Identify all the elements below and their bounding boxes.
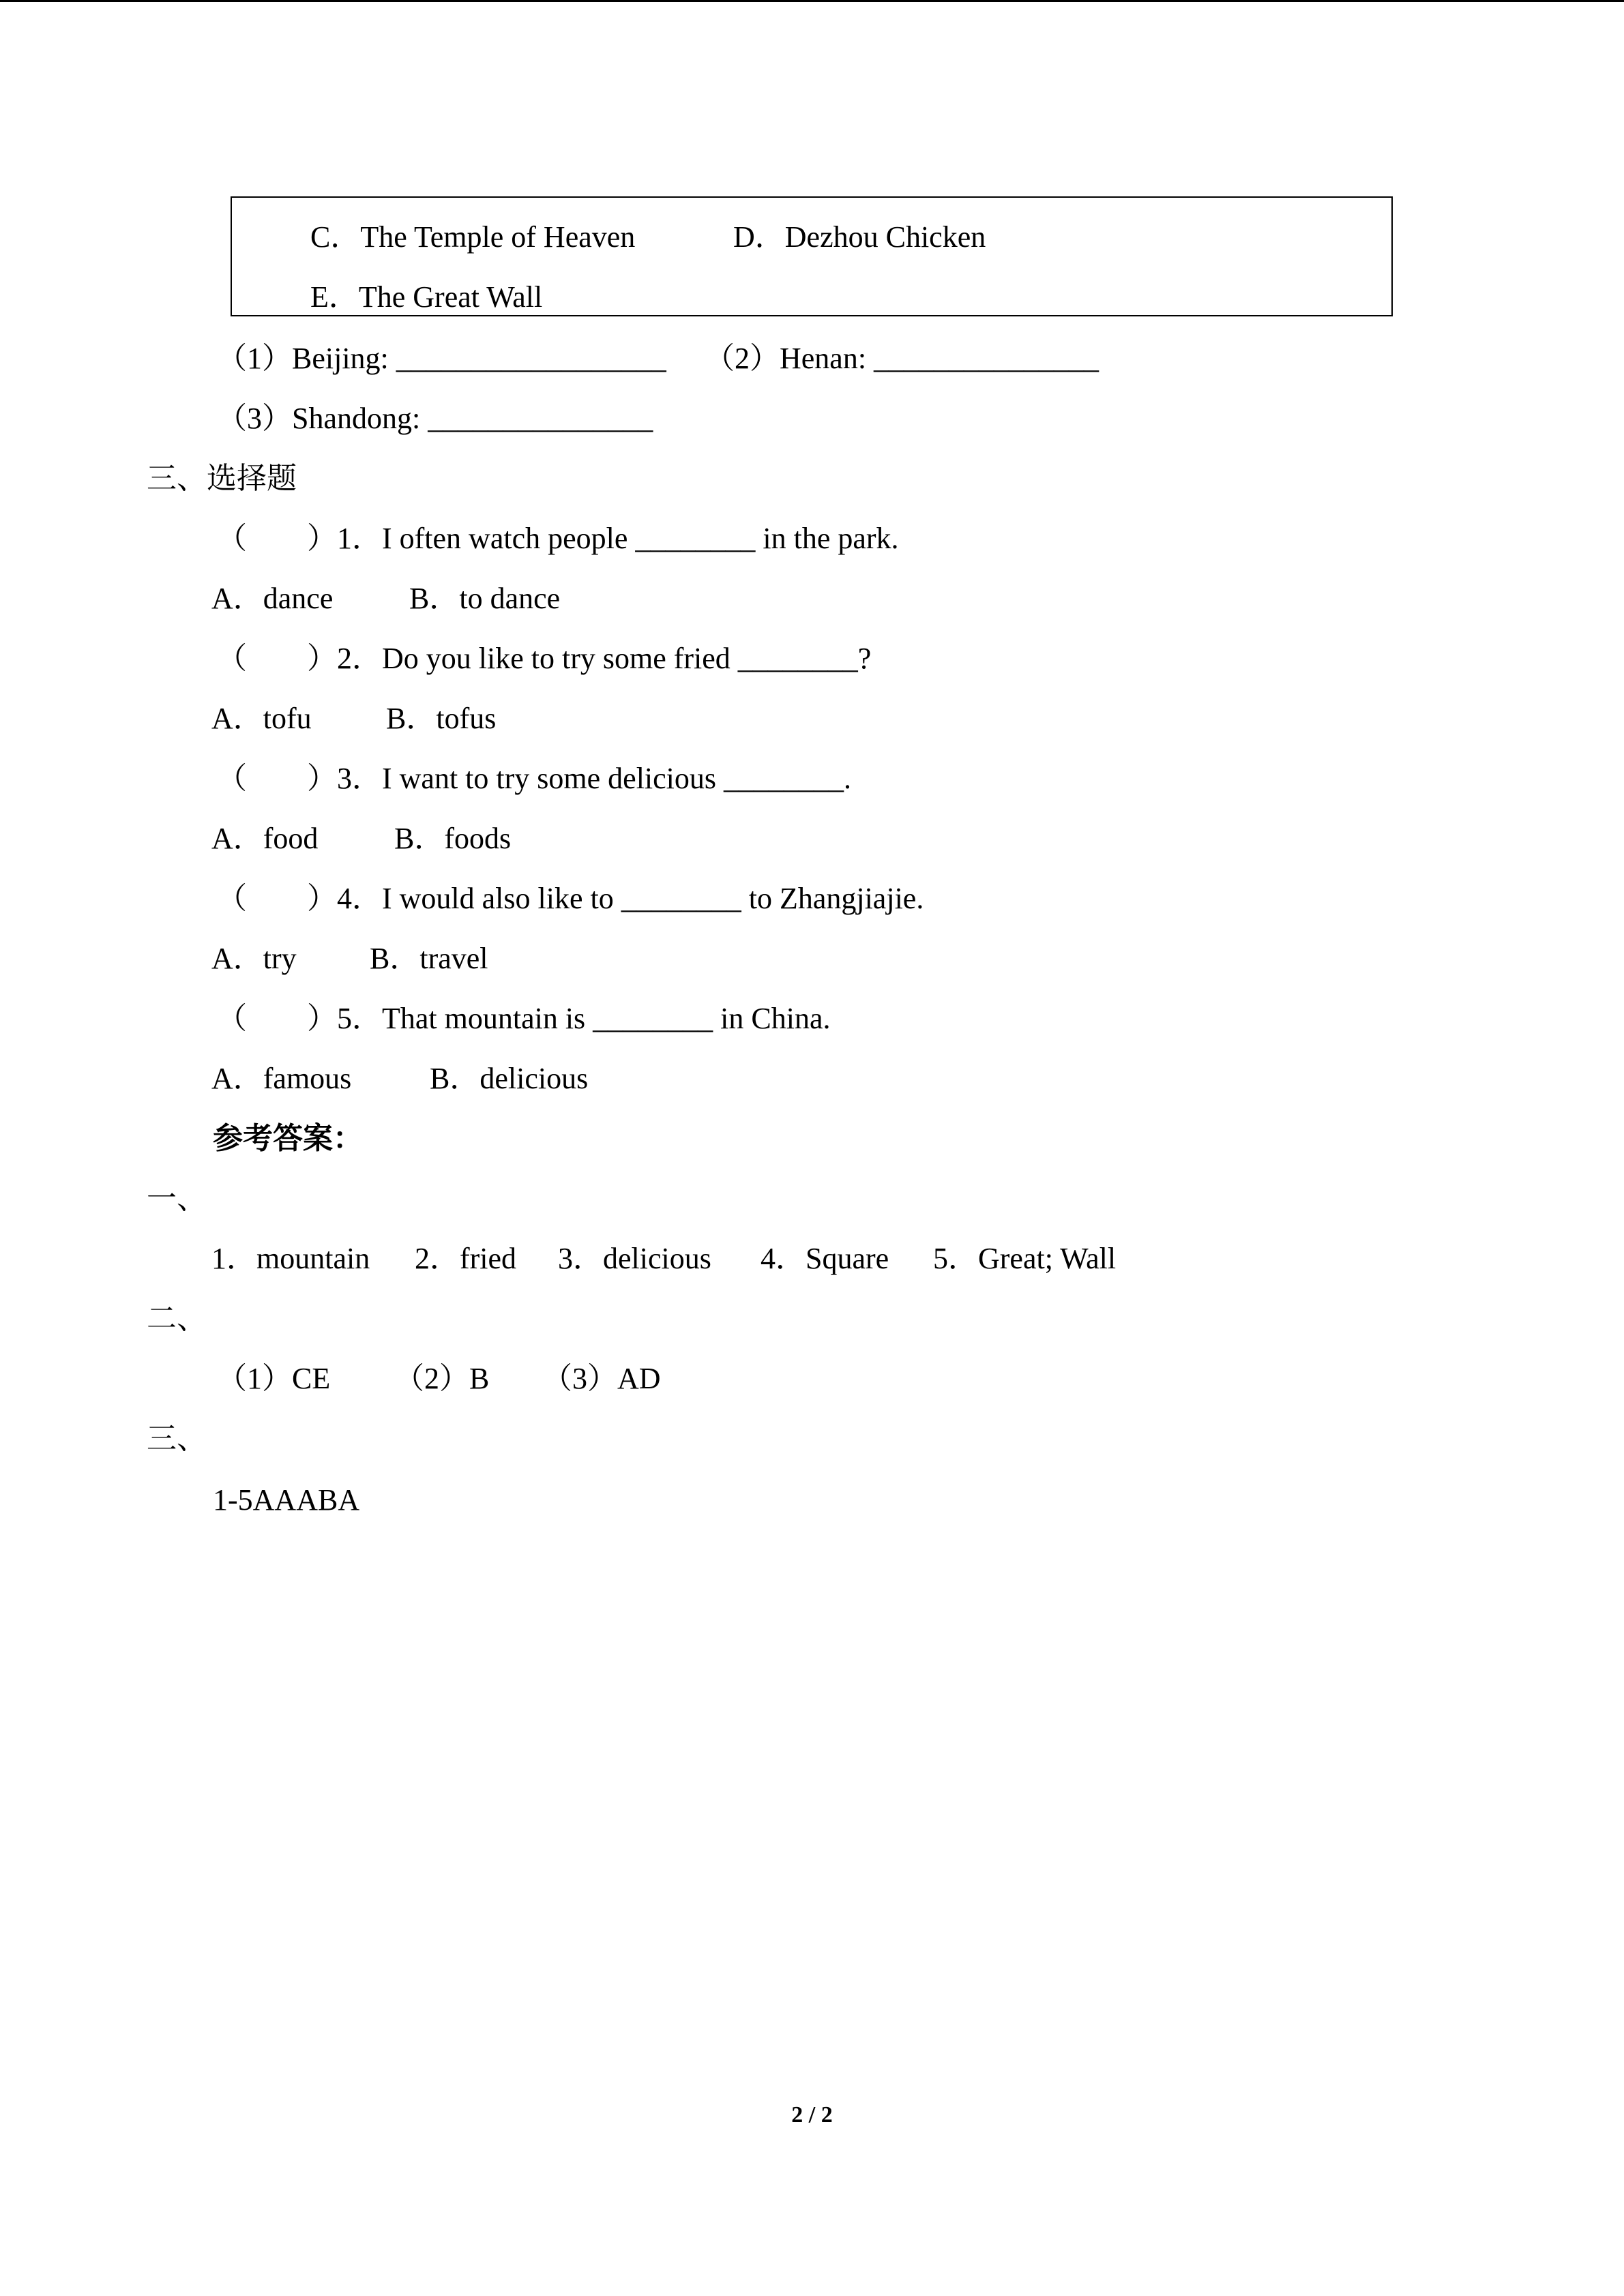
matching-shandong: （3）Shandong: _______________ [217, 402, 653, 435]
question-2-stem: （ ）2．Do you like to try some fried ________? [217, 642, 872, 675]
answer-part-3-value: 1-5AAABA [213, 1483, 360, 1517]
answer-part-1-item: 5．Great; Wall [933, 1242, 1117, 1275]
question-5-option-b: B．delicious [430, 1062, 589, 1095]
answer-part-1-item: 4．Square [761, 1242, 889, 1275]
section-3-heading: 三、选择题 [147, 462, 297, 495]
question-4-option-b: B．travel [370, 942, 488, 975]
word-bank-option-e: E．The Great Wall [310, 280, 543, 314]
question-4-stem: （ ）4．I would also like to ________ to Zhangjiajie. [217, 882, 924, 915]
page-top-border [0, 0, 1624, 2]
page-number: 2 / 2 [791, 2102, 833, 2128]
word-bank-option-d: D．Dezhou Chicken [733, 220, 986, 254]
question-3-option-a: A．food [211, 822, 319, 855]
matching-henan: （2）Henan: _______________ [705, 342, 1099, 375]
answer-key-heading: 参考答案： [213, 1122, 363, 1155]
question-4-option-a: A．try [211, 942, 297, 975]
question-3-option-b: B．foods [394, 822, 512, 855]
answer-part-1-item: 1．mountain [211, 1242, 370, 1275]
answer-part-2-label: 二、 [147, 1302, 207, 1335]
answer-part-2-item: （1）CE [217, 1362, 331, 1395]
answer-part-2-item: （3）AD [542, 1362, 661, 1395]
answer-part-2-item: （2）B [394, 1362, 490, 1395]
question-5-stem: （ ）5．That mountain is ________ in China. [217, 1002, 831, 1035]
question-1-option-b: B．to dance [409, 582, 561, 615]
question-1-stem: （ ）1．I often watch people ________ in the park. [217, 522, 899, 555]
question-1-option-a: A．dance [211, 582, 334, 615]
answer-part-3-label: 三、 [147, 1422, 207, 1455]
question-2-option-a: A．tofu [211, 702, 312, 735]
answer-part-1-item: 2．fried [415, 1242, 517, 1275]
question-5-option-a: A．famous [211, 1062, 352, 1095]
answer-part-1-item: 3．delicious [558, 1242, 711, 1275]
answer-part-1-label: 一、 [147, 1182, 207, 1215]
word-bank-option-c: C．The Temple of Heaven [310, 220, 636, 254]
question-3-stem: （ ）3．I want to try some delicious ________. [217, 762, 852, 795]
matching-beijing: （1）Beijing: __________________ [217, 342, 666, 375]
question-2-option-b: B．tofus [386, 702, 497, 735]
